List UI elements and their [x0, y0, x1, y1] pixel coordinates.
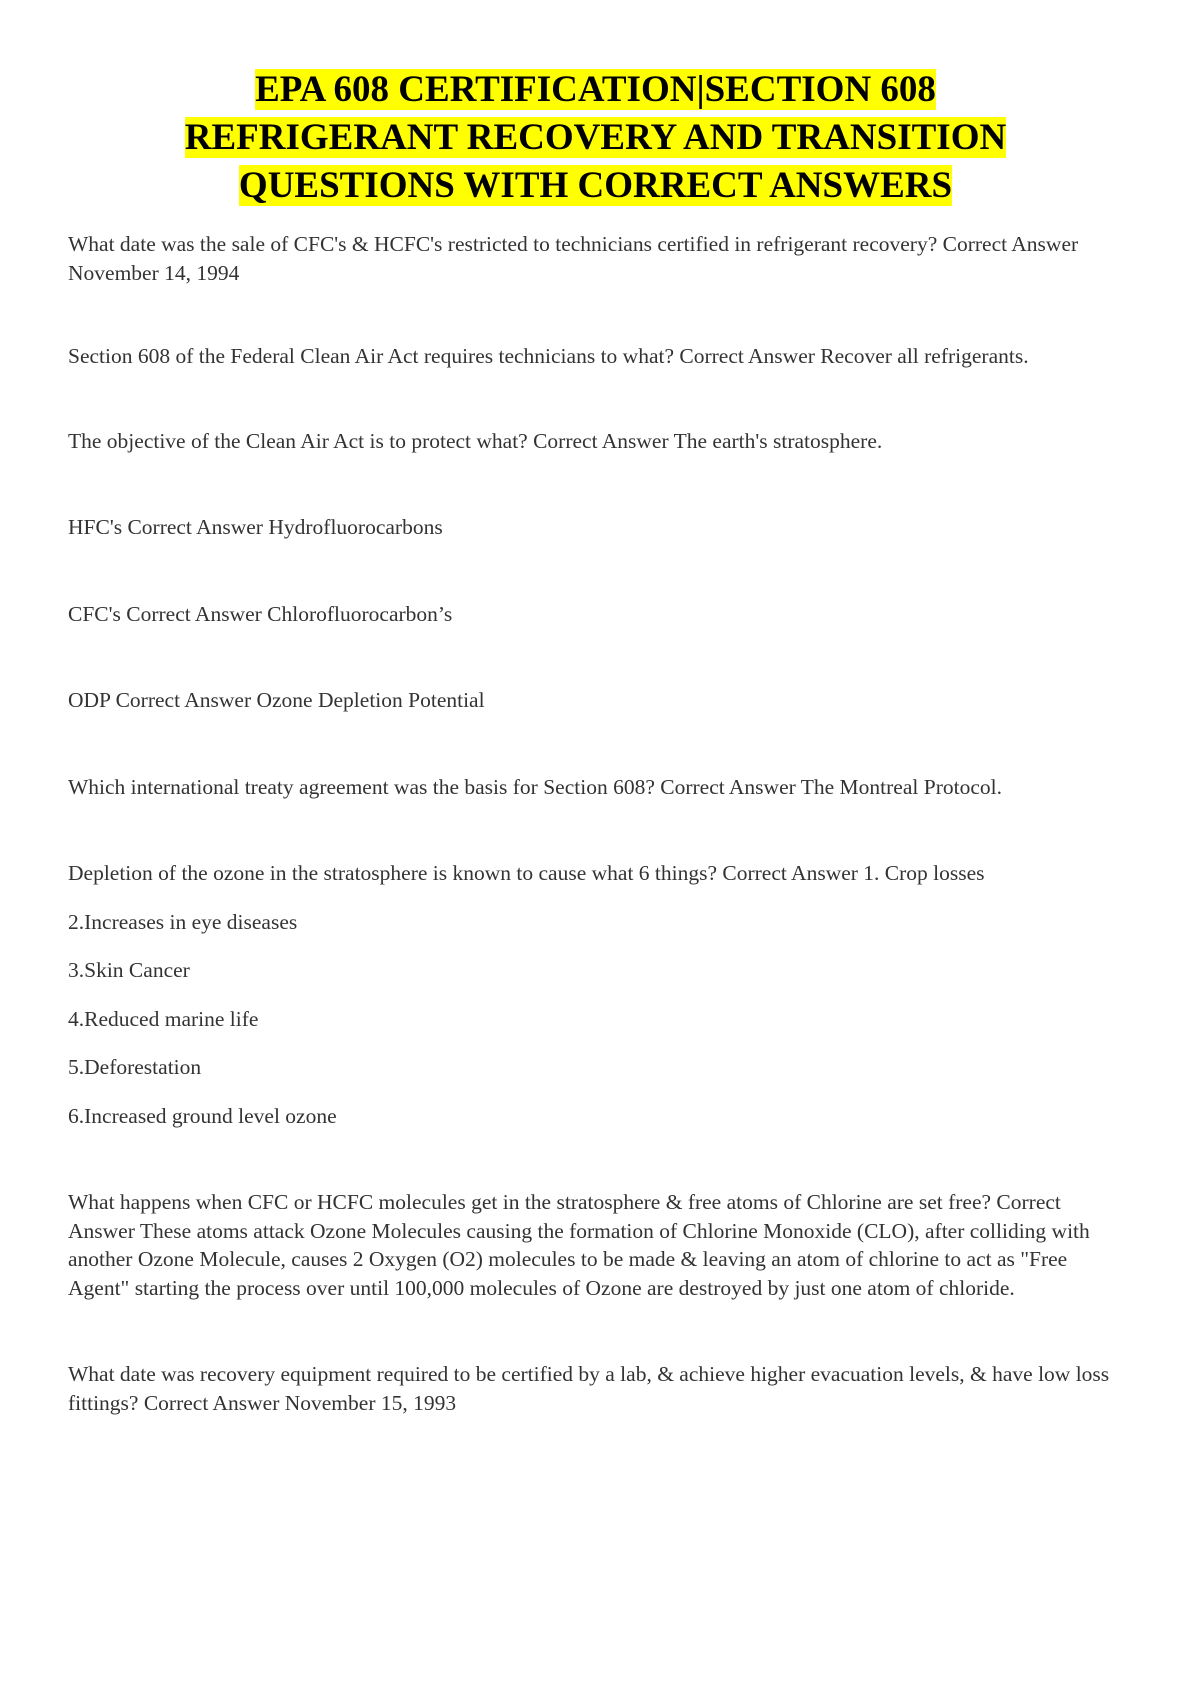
qa-item-9: What happens when CFC or HCFC molecules get in the stratosphere & free atoms of Chlorine are set free? Correct Answer These atoms attack Ozone Molecules causing the formation of Chlorine Monoxide (CLO), after colliding with another Ozone Molecule, causes 2 Oxygen (O2) molecules to be made & leaving an atom of chlorine to act as "Free Agent" starting the process over until 100,000 molecules of Ozone are destroyed by just one atom of chloride.: [68, 1190, 1090, 1300]
title-line-2: REFRIGERANT RECOVERY AND TRANSITION: [184, 117, 1007, 158]
qa-item-1: What date was the sale of CFC's & HCFC's restricted to technicians certified in refrigerant recovery? Correct Answer November 14, 1994: [68, 232, 1079, 285]
ozone-effect-item: 4.Reduced marine life: [68, 1006, 259, 1031]
qa-item-10: What date was recovery equipment required to be certified by a lab, & achieve higher evacuation levels, & have low loss fittings? Correct Answer November 15, 1993: [68, 1362, 1110, 1415]
qa-item-7: Which international treaty agreement was the basis for Section 608? Correct Answer The Montreal Protocol.: [68, 774, 1002, 799]
qa-item-6: ODP Correct Answer Ozone Depletion Potential: [68, 688, 485, 712]
title-line-3: QUESTIONS WITH CORRECT ANSWERS: [238, 165, 953, 206]
qa-item-4: HFC's Correct Answer Hydrofluorocarbons: [68, 515, 443, 539]
ozone-effect-item: 3.Skin Cancer: [68, 958, 190, 982]
qa-item-3: The objective of the Clean Air Act is to protect what? Correct Answer The earth's stratosphere.: [68, 428, 883, 453]
ozone-effect-item: 2.Increases in eye diseases: [68, 909, 298, 934]
qa-item-8: Depletion of the ozone in the stratosphere is known to cause what 6 things? Correct Answer 1. Crop losses: [68, 861, 985, 885]
document-title: [60, 66, 1131, 210]
title-line-1: EPA 608 CERTIFICATION|SECTION 608: [255, 69, 936, 110]
ozone-effect-item: 6.Increased ground level ozone: [68, 1103, 337, 1128]
ozone-effect-item: 5.Deforestation: [68, 1055, 202, 1079]
qa-item-2: Section 608 of the Federal Clean Air Act requires technicians to what? Correct Answer Recover all refrigerants.: [68, 344, 1029, 368]
qa-item-5: CFC's Correct Answer Chlorofluorocarbon’s: [68, 601, 453, 626]
document-body: [68, 230, 1128, 1417]
